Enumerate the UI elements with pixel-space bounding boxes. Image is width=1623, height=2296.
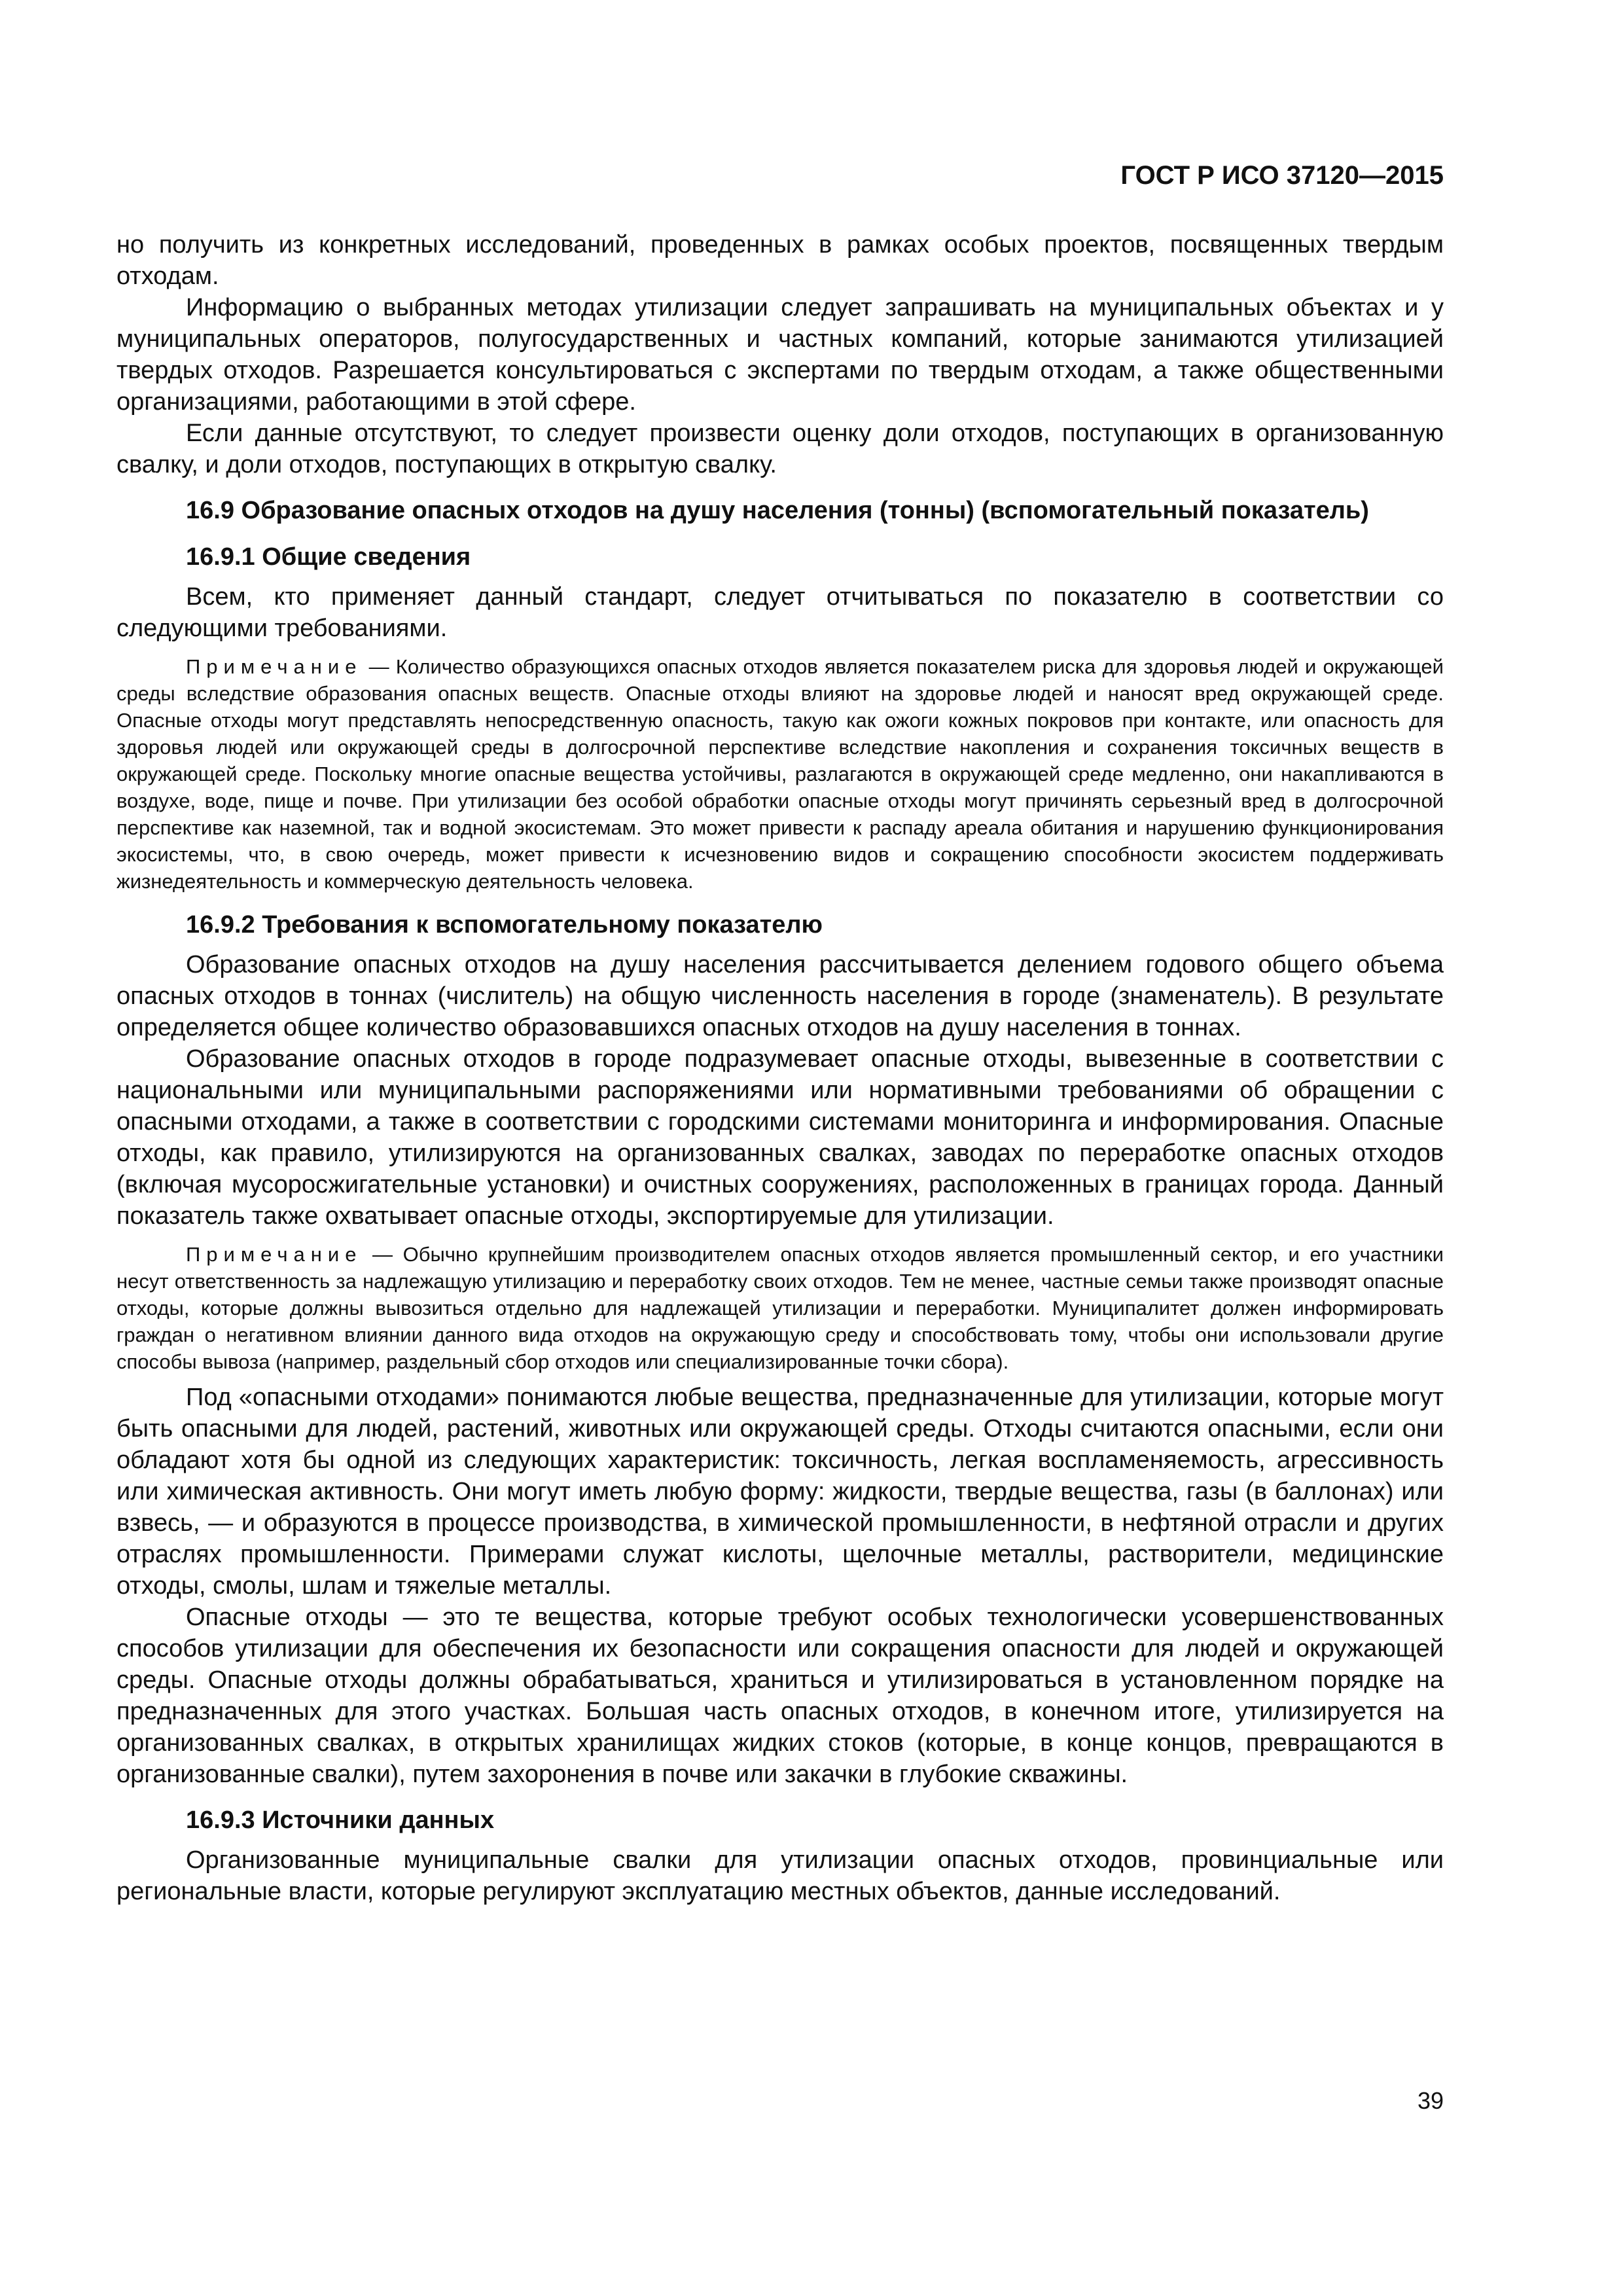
paragraph: Опасные отходы — это те вещества, которые требуют особых технологически усовершенствованных способов утилизации для обеспечения их безопасности или сокращения опасности для людей и окружающей среды. Опасные отходы должны обрабатываться, храниться и утилизироваться в установленном порядке на предназначенных для этого участках. Большая часть опасных отходов, в конечном итоге, утилизируется на организованных свалках, в открытых хранилищах жидких стоков (которые, в конце концов, превращаются в организованные свалки), путем захоронения в почве или закачки в глубокие скважины. (116, 1604, 1444, 1788)
paragraph: Всем, кто применяет данный стандарт, следует отчитываться по показателю в соответствии со следующими требованиями. (116, 583, 1444, 642)
paragraph: Образование опасных отходов в городе подразумевает опасные отходы, вывезенные в соответствии с национальными или муниципальными распоряжениями или нормативными требованиями об обращении с опасными отходами, а также в соответствии с городскими системами мониторинга и информирования. Опасные отходы, как правило, утилизируются на организованных свалках, заводах по переработке опасных отходов (включая мусоросжигательные установки) и очистных сооружениях, расположенных в границах города. Данный показатель также охватывает опасные отходы, экспортируемые для утилизации. (116, 1045, 1444, 1230)
paragraph: Организованные муниципальные свалки для утилизации опасных отходов, провинциальные или региональные власти, которые регулируют эксплуатацию местных объектов, данные исследований. (116, 1846, 1444, 1905)
paragraph: Под «опасными отходами» понимаются любые вещества, предназначенные для утилизации, которые могут быть опасными для людей, растений, животных или окружающей среды. Отходы считаются опасными, если они обладают хотя бы одной из следующих характеристик: токсичность, легкая воспламеняемость, агрессивность или химическая активность. Они могут иметь любую форму: жидкости, твердые вещества, газы (в баллонах) или взвесь, — и образуются в процессе производства, в химической промышленности, в нефтяной отрасли и других отраслях промышленности. Примерами служат кислоты, щелочные металлы, растворители, медицинские отходы, смолы, шлам и тяжелые металлы. (116, 1384, 1444, 1600)
note-text: — Обычно крупнейшим производителем опасных отходов является промышленный сектор, и его участники несут ответственность за надлежащую утилизацию и переработку своих отходов. Тем не менее, частные семьи также производят опасные отходы, которые должны вывозиться отдельно для надлежащей утилизации и переработки. Муниципалитет должен информировать граждан о негативном влиянии данного вида отходов на окружающую среду и способствовать тому, чтобы они использовали другие способы вывоза (например, раздельный сбор отходов или специализированные точки сбора). (116, 1243, 1444, 1373)
section-heading-16-9-1: 16.9.1 Общие сведения (186, 543, 471, 571)
page-number: 39 (1417, 2087, 1444, 2114)
note (116, 1241, 1444, 1375)
note-label: Примечание (186, 655, 363, 678)
paragraph: Если данные отсутствуют, то следует произвести оценку доли отходов, поступающих в организованную свалку, и доли отходов, поступающих в открытую свалку. (116, 420, 1444, 478)
section-heading-16-9-2: 16.9.2 Требования к вспомогательному показателю (186, 911, 823, 939)
note-text: — Количество образующихся опасных отходов является показателем риска для здоровья людей и окружающей среды вследствие образования опасных веществ. Опасные отходы влияют на здоровье людей и наносят вред окружающей среде. Опасные отходы могут представлять непосредственную опасность, такую как ожоги кожных покровов при контакте, или опасность для здоровья людей или окружающей среды в долгосрочной перспективе вследствие накопления и сохранения токсичных веществ в окружающей среде. Поскольку многие опасные вещества устойчивы, разлагаются в окружающей среде медленно, они накапливаются в воздухе, воде, пище и почве. При утилизации без особой обработки опасные отходы могут причинять серьезный вред в долгосрочной перспективе как наземной, так и водной экосистемам. Это может привести к распаду ареала обитания и нарушению функционирования экосистемы, что, в свою очередь, может привести к исчезновению видов и сокращению способности экосистем поддерживать жизнедеятельность и коммерческую деятельность человека. (116, 655, 1444, 893)
paragraph: но получить из конкретных исследований, проведенных в рамках особых проектов, посвященных твердым отходам. (116, 231, 1444, 290)
section-heading-16-9: 16.9 Образование опасных отходов на душу населения (тонны) (вспомогательный показатель) (186, 497, 1369, 524)
note (116, 653, 1444, 895)
section-heading-16-9-3: 16.9.3 Источники данных (186, 1806, 495, 1834)
document-header: ГОСТ Р ИСО 37120—2015 (1120, 161, 1444, 190)
paragraph: Информацию о выбранных методах утилизации следует запрашивать на муниципальных объектах и у муниципальных операторов, полугосударственных и частных компаний, которые занимаются утилизацией твердых отходов. Разрешается консультироваться с экспертами по твердым отходам, а также общественными организациями, работающими в этой сфере. (116, 294, 1444, 416)
note-label: Примечание (186, 1243, 363, 1266)
document-body (116, 229, 1444, 1907)
paragraph: Образование опасных отходов на душу населения рассчитывается делением годового общего объема опасных отходов в тоннах (числитель) на общую численность населения в городе (знаменатель). В результате определяется общее количество образовавшихся опасных отходов на душу населения в тоннах. (116, 951, 1444, 1041)
